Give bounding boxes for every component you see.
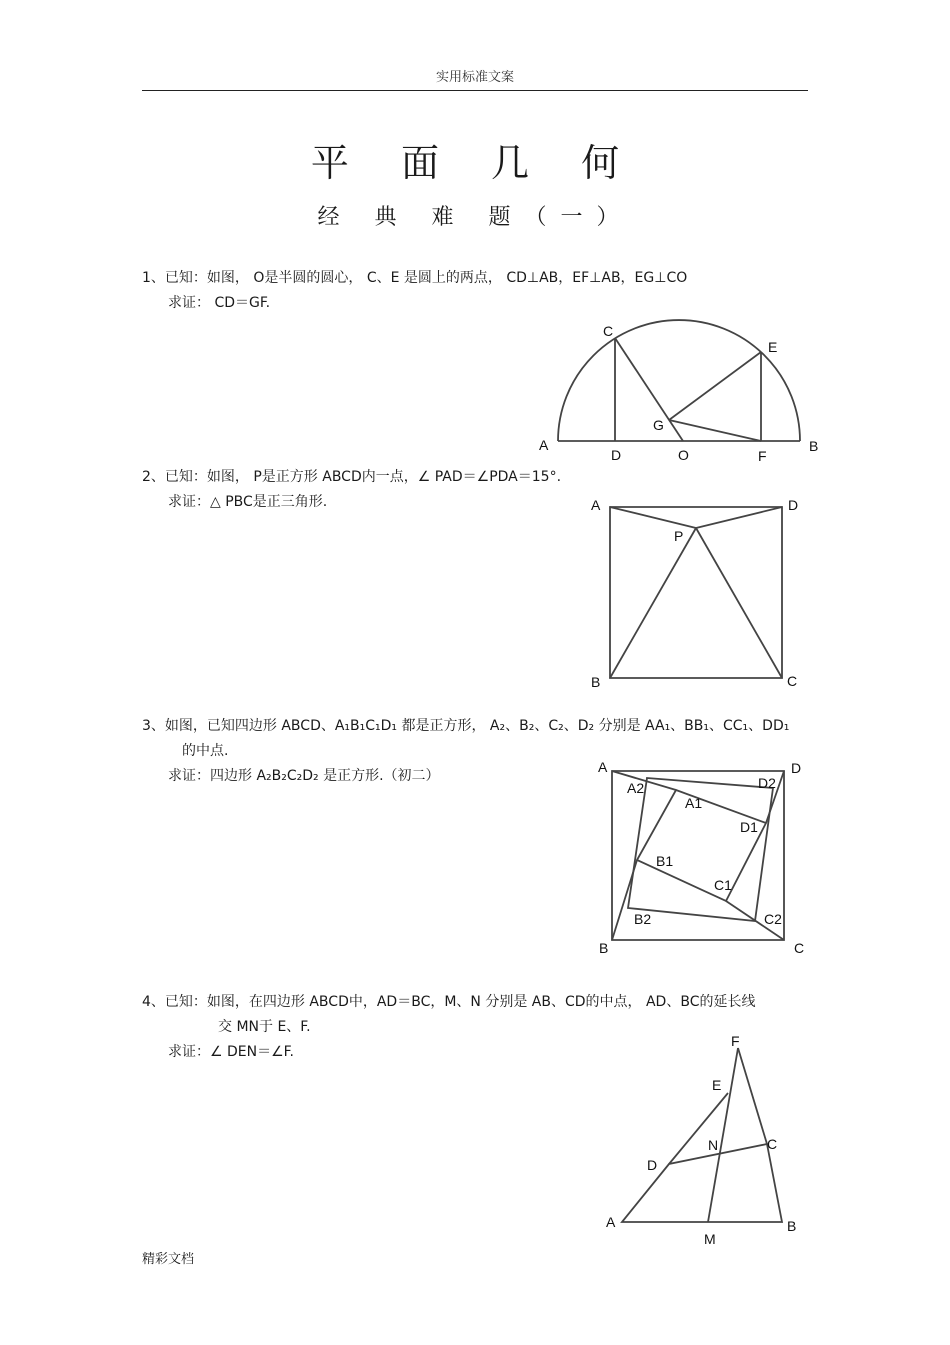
label-c: C <box>603 323 614 339</box>
label-b2: B2 <box>634 911 652 927</box>
label-b: B <box>809 438 819 454</box>
quadrilateral-abcd <box>622 1144 782 1222</box>
problem-3-statement: 3、如图，已知四边形 ABCD、A₁B₁C₁D₁ 都是正方形， A₂、B₂、C₂、D₂ 分别是 AA₁、BB₁、CC₁、DD₁ <box>142 718 790 734</box>
problem-1-statement: 1、已知：如图， O是半圆的圆心， C、E 是圆上的两点， CD⊥AB，EF⊥AB，EG⊥CO <box>142 270 688 286</box>
page-header: 实用标准文案 <box>435 70 514 85</box>
problem-4-statement-cont: 交 MN于 E、F. <box>218 1019 311 1035</box>
problem-1-proof-goal: 求证： CD＝GF. <box>168 295 271 311</box>
page-subtitle: 经 典 难 题（一） <box>317 205 633 230</box>
page-title: 平 面 几 何 <box>310 141 640 185</box>
label-p: P <box>674 528 684 544</box>
label-b: B <box>599 940 609 956</box>
problem-3-figure <box>590 756 820 966</box>
segment-pa <box>610 507 696 528</box>
label-n: N <box>708 1137 719 1153</box>
label-o: O <box>678 447 689 463</box>
segment-mf <box>708 1048 738 1222</box>
problem-1-figure <box>530 312 830 472</box>
label-d2: D2 <box>758 775 776 791</box>
segment-cf <box>738 1048 767 1144</box>
label-e: E <box>712 1077 722 1093</box>
header-divider <box>142 90 808 91</box>
problem-3-proof-goal: 求证：四边形 A₂B₂C₂D₂ 是正方形.（初二） <box>168 768 440 784</box>
label-a: A <box>539 437 549 453</box>
problem-2-statement: 2、已知：如图， P是正方形 ABCD内一点，∠ PAD＝∠PDA＝15°. <box>142 469 562 485</box>
label-e: E <box>768 339 778 355</box>
problem-2-proof-goal: 求证：△ PBC是正三角形. <box>168 494 328 510</box>
label-c: C <box>787 673 798 689</box>
problem-4-statement: 4、已知：如图，在四边形 ABCD中，AD＝BC，M、N 分别是 AB、CD的中点， AD、BC的延长线 <box>142 994 756 1010</box>
label-a: A <box>606 1214 616 1230</box>
page-footer: 精彩文档 <box>142 1252 195 1267</box>
label-a2: A2 <box>627 780 645 796</box>
label-a1: A1 <box>685 795 703 811</box>
problem-4-proof-goal: 求证：∠ DEN＝∠F. <box>168 1044 294 1060</box>
problem-2-figure <box>580 490 820 700</box>
segment-eg <box>669 352 761 420</box>
square-abcd <box>610 507 782 678</box>
label-a: A <box>591 497 601 513</box>
label-f: F <box>731 1033 740 1049</box>
label-c1: C1 <box>714 877 732 893</box>
segment-bb1 <box>612 860 637 940</box>
label-d: D <box>647 1157 658 1173</box>
label-g: G <box>653 417 664 433</box>
problem-3-statement-cont: 的中点. <box>182 743 229 759</box>
segment-pb <box>610 528 696 678</box>
label-d: D <box>788 497 799 513</box>
label-b: B <box>591 674 601 690</box>
label-f: F <box>758 448 767 464</box>
label-c: C <box>794 940 805 956</box>
label-a: A <box>598 759 608 775</box>
problem-4-figure <box>596 1026 816 1251</box>
segment-pd <box>696 507 782 528</box>
label-b1: B1 <box>656 853 674 869</box>
segment-co <box>615 338 683 441</box>
label-c: C <box>767 1136 778 1152</box>
label-c2: C2 <box>764 911 782 927</box>
label-d: D <box>611 447 622 463</box>
label-m: M <box>704 1231 716 1247</box>
label-d1: D1 <box>740 819 758 835</box>
label-d: D <box>791 760 802 776</box>
label-b: B <box>787 1218 797 1234</box>
segment-pc <box>696 528 782 678</box>
segment-gf <box>669 420 761 441</box>
